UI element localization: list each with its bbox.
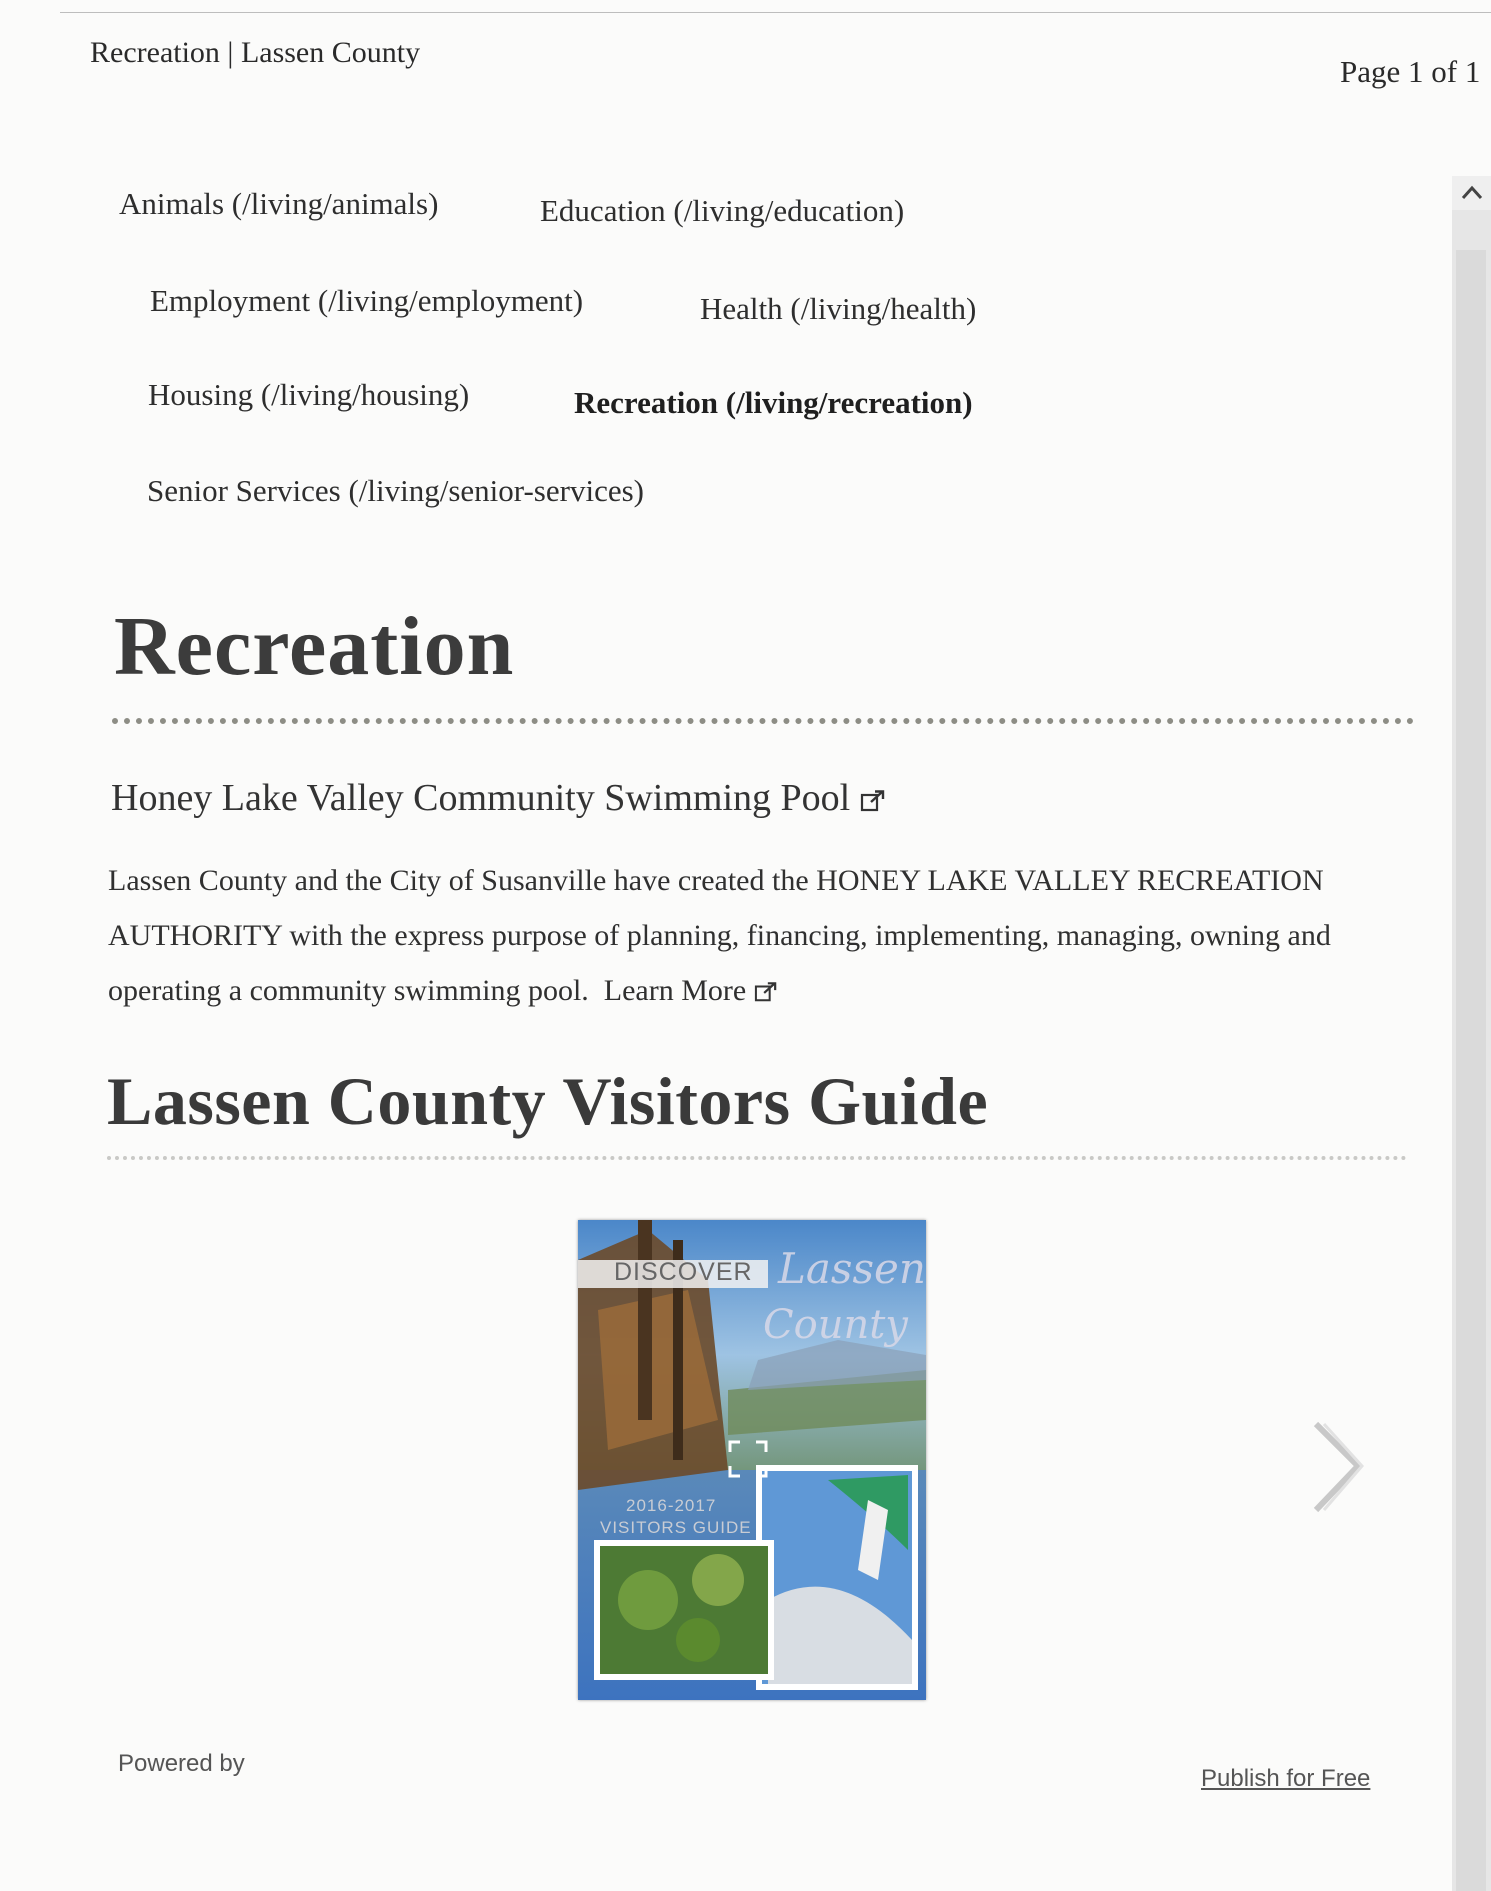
external-link-icon — [860, 779, 886, 823]
pool-paragraph: Lassen County and the City of Susanville have created the HONEY LAKE VALLEY RECREATION AUTHORITY with the express purpose of planning, financing, implementing, managing, owning and operating a community swimming pool. — [108, 864, 1331, 1007]
chevron-up-icon — [1461, 182, 1483, 202]
guide-divider — [107, 1156, 1407, 1160]
external-link-icon — [754, 966, 778, 1021]
pool-title-link[interactable] — [111, 776, 886, 823]
nav-item-education[interactable]: Education (/living/education) — [540, 193, 905, 228]
cover-discover-text: DISCOVER — [614, 1258, 753, 1286]
learn-more-label: Learn More — [603, 974, 747, 1007]
pool-title: Honey Lake Valley Community Swimming Pool — [111, 777, 851, 819]
nav-item-recreation[interactable]: Recreation (/living/recreation) — [574, 385, 973, 420]
scroll-up-button[interactable] — [1452, 176, 1491, 210]
nav-item-senior-services[interactable]: Senior Services (/living/senior-services) — [147, 473, 644, 508]
nav-item-health[interactable]: Health (/living/health) — [700, 291, 977, 326]
cover-subtitle: VISITORS GUIDE — [600, 1518, 752, 1537]
pool-description — [108, 853, 1378, 1021]
page-indicator: Page 1 of 1 — [1340, 54, 1481, 89]
nav-item-employment[interactable]: Employment (/living/employment) — [150, 283, 584, 318]
cover-script-line2: County — [763, 1302, 908, 1348]
guide-heading: Lassen County Visitors Guide — [107, 1063, 989, 1139]
scrollbar-thumb[interactable] — [1456, 250, 1486, 1891]
powered-by-text: Powered by — [118, 1750, 245, 1777]
cover-years: 2016-2017 — [626, 1496, 717, 1515]
page-heading: Recreation — [114, 600, 515, 693]
top-rule — [60, 12, 1491, 13]
nav-item-housing[interactable]: Housing (/living/housing) — [148, 377, 470, 412]
learn-more-link[interactable] — [604, 974, 778, 1007]
nav-item-animals[interactable]: Animals (/living/animals) — [119, 186, 439, 221]
heading-divider — [112, 718, 1414, 724]
document-title: Recreation | Lassen County — [90, 36, 421, 69]
cover-script-line1: Lassen — [778, 1244, 926, 1293]
chevron-right-icon[interactable] — [1308, 1418, 1368, 1523]
publish-for-free-link[interactable]: Publish for Free — [1201, 1765, 1371, 1792]
visitors-guide-cover[interactable] — [578, 1220, 926, 1700]
